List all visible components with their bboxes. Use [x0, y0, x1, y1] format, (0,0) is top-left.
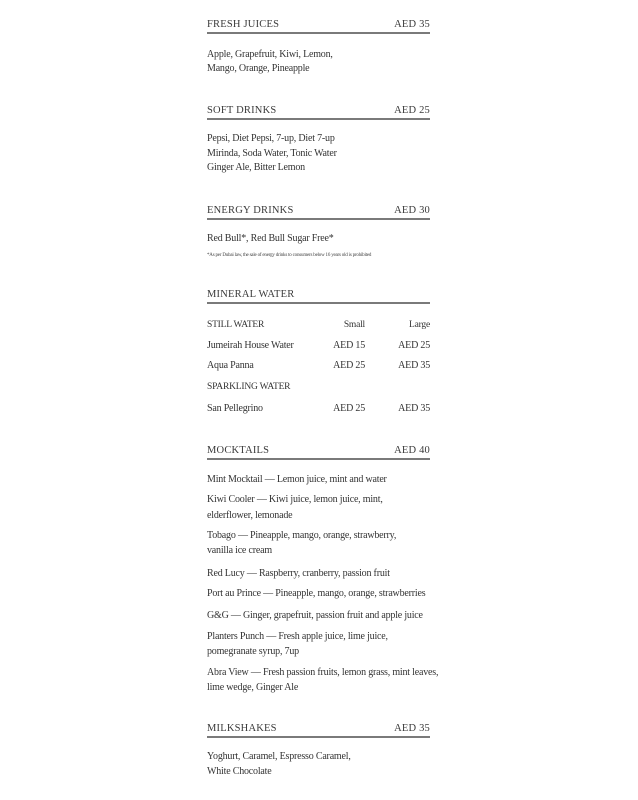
mocktail-item: Abra View — Fresh passion fruits, lemon grass, mint leaves,	[207, 667, 439, 678]
footnote: *As per Dubai law, the sale of energy drinks to consumers below 16 years old is prohibited	[207, 253, 372, 258]
water-row: San Pellegrino AED 25 AED 35	[207, 403, 430, 414]
item-line: Mirinda, Soda Water, Tonic Water	[207, 148, 337, 159]
section-header	[207, 18, 430, 34]
mocktail-item: Red Lucy — Raspberry, cranberry, passion fruit	[207, 568, 390, 579]
section-price: AED 25	[394, 105, 430, 116]
section-header	[207, 722, 430, 738]
mocktail-item-cont: elderflower, lemonade	[207, 510, 293, 521]
item-line: Mango, Orange, Pineapple	[207, 63, 310, 74]
section-header	[207, 104, 430, 120]
section-header	[207, 288, 430, 304]
water-row: Jumeirah House Water AED 15 AED 25	[207, 340, 430, 351]
still-water-header	[207, 318, 430, 332]
mocktail-item-cont: lime wedge, Ginger Ale	[207, 682, 299, 693]
item-line: White Chocolate	[207, 766, 272, 777]
mocktail-item: Kiwi Cooler — Kiwi juice, lemon juice, mint,	[207, 494, 383, 505]
section-milkshakes	[207, 722, 430, 777]
section-price: AED 30	[394, 205, 430, 216]
col-small: Small	[343, 320, 365, 330]
mocktail-item-cont: pomegranate syrup, 7up	[207, 646, 299, 657]
item-line: Apple, Grapefruit, Kiwi, Lemon,	[207, 49, 333, 60]
item-line: Pepsi, Diet Pepsi, 7-up, Diet 7-up	[207, 133, 335, 144]
mocktail-item: Port au Prince — Pineapple, mango, orange, strawberries	[207, 588, 426, 599]
mocktail-item: Planters Punch — Fresh apple juice, lime juice,	[207, 631, 388, 642]
section-title: MOCKTAILS	[207, 445, 270, 456]
section-mocktails	[207, 444, 439, 693]
section-fresh-juices	[207, 18, 430, 74]
col-large: Large	[409, 320, 430, 330]
section-header	[207, 204, 430, 220]
item-line: Yoghurt, Caramel, Espresso Caramel,	[207, 751, 351, 762]
item-line: Ginger Ale, Bitter Lemon	[207, 162, 305, 173]
section-title: MILKSHAKES	[207, 723, 277, 734]
mocktail-item: G&G — Ginger, grapefruit, passion fruit and apple juice	[207, 610, 423, 621]
section-title: MINERAL WATER	[207, 289, 295, 300]
item-line: Red Bull*, Red Bull Sugar Free*	[207, 233, 334, 244]
section-title: SOFT DRINKS	[207, 105, 277, 116]
mocktail-item-cont: vanilla ice cream	[207, 545, 272, 556]
water-row: Aqua Panna AED 25 AED 35	[207, 360, 430, 371]
section-soft-drinks	[207, 104, 430, 173]
still-water-label: STILL WATER	[207, 320, 265, 330]
mocktail-item: Mint Mocktail — Lemon juice, mint and water	[207, 474, 387, 485]
mocktail-item: Tobago — Pineapple, mango, orange, strawberry,	[207, 530, 397, 541]
section-mineral-water	[207, 288, 430, 414]
section-price: AED 35	[394, 19, 430, 30]
section-price: AED 35	[394, 723, 430, 734]
section-title: ENERGY DRINKS	[207, 205, 294, 216]
section-energy-drinks	[207, 204, 430, 258]
section-header	[207, 444, 430, 460]
section-title: FRESH JUICES	[207, 19, 280, 30]
section-price: AED 40	[394, 445, 430, 456]
sparkling-water-label: SPARKLING WATER	[207, 382, 291, 392]
